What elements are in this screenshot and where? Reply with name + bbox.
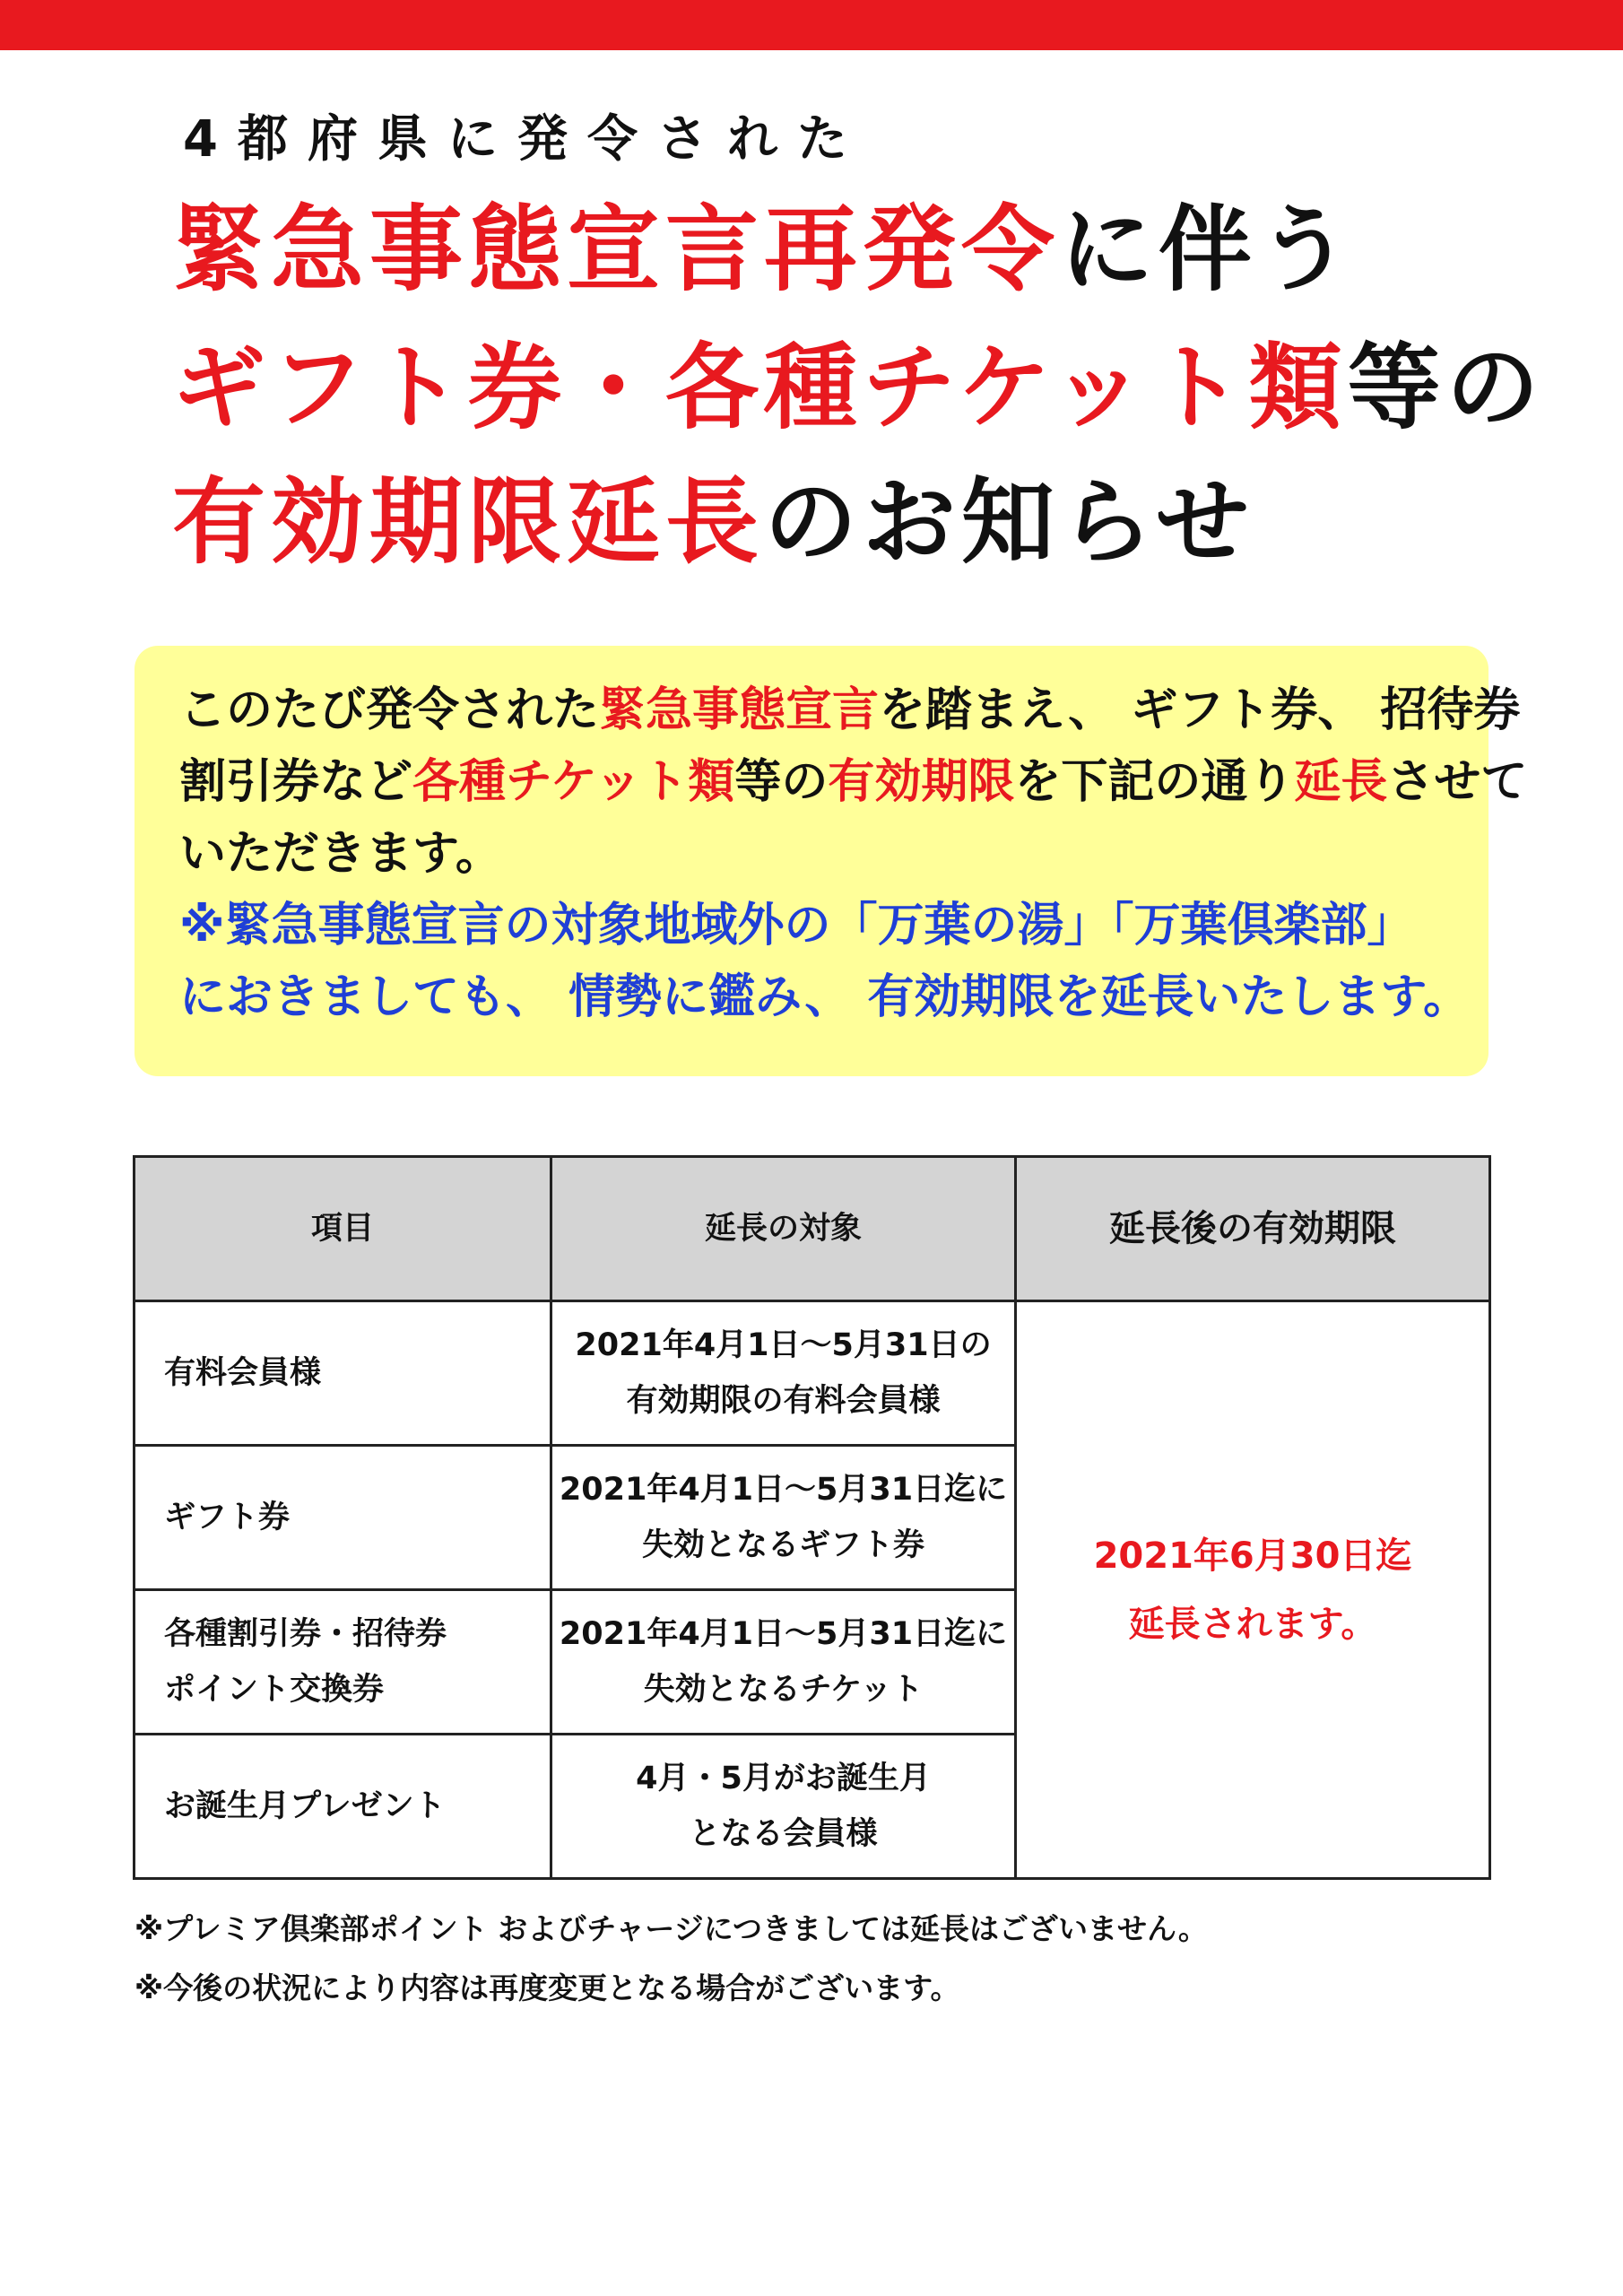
text-segment: させて bbox=[1387, 755, 1528, 809]
text-segment: ※緊急事態宣言の対象地域外の「万葉の湯」「万葉倶楽部」 bbox=[179, 899, 1414, 952]
header-target: 延長の対象 bbox=[551, 1157, 1016, 1301]
header-new-expiry: 延長後の有効期限 bbox=[1016, 1157, 1490, 1301]
title-line-1 bbox=[172, 192, 1356, 307]
title-line-3 bbox=[172, 465, 1254, 579]
row-target-line: 2021年4月1日～5月31日迄に bbox=[559, 1616, 1008, 1652]
row-target bbox=[551, 1301, 1016, 1446]
new-expiry-cell bbox=[1016, 1301, 1490, 1879]
row-target-line: 有効期限の有料会員様 bbox=[626, 1383, 941, 1419]
row-item-line: ポイント交換券 bbox=[164, 1672, 385, 1708]
text-segment: 有効期限 bbox=[828, 755, 1015, 809]
text-segment: 等の bbox=[1347, 333, 1545, 442]
row-target-line: 失効となるチケット bbox=[643, 1672, 924, 1708]
notice-line bbox=[179, 890, 1488, 961]
row-target-line: 失効となるギフト券 bbox=[641, 1527, 924, 1563]
notice-box bbox=[135, 646, 1528, 1076]
row-target bbox=[551, 1446, 1016, 1590]
footnotes bbox=[135, 1900, 1208, 2018]
row-item bbox=[135, 1446, 551, 1590]
text-segment: 緊急事態宣言 bbox=[599, 683, 880, 737]
text-segment: ギフト券・各種チケット類 bbox=[172, 333, 1348, 442]
table-row bbox=[135, 1301, 1490, 1446]
text-segment: を踏まえ、 ギフト券、 招待券 bbox=[879, 683, 1521, 737]
row-item bbox=[135, 1301, 551, 1446]
row-target bbox=[551, 1590, 1016, 1735]
text-segment: 各種チケット類 bbox=[412, 755, 735, 809]
pre-title: 4都府県に発令された bbox=[183, 110, 867, 169]
text-segment: におきましても、 情勢に鑑み、 有効期限を延長いたします。 bbox=[179, 970, 1471, 1024]
new-expiry-note: 延長されます。 bbox=[1128, 1603, 1377, 1645]
row-target-line: となる会員様 bbox=[689, 1816, 878, 1852]
row-target-line: 2021年4月1日～5月31日迄に bbox=[559, 1472, 1008, 1508]
text-segment: 割引券など bbox=[179, 755, 413, 809]
text-segment: いただきます。 bbox=[179, 827, 502, 881]
notice-line bbox=[179, 818, 1488, 890]
table-header-row bbox=[135, 1157, 1490, 1301]
new-expiry-date: 2021年6月30日迄 bbox=[1093, 1535, 1412, 1577]
notice-line bbox=[179, 961, 1488, 1033]
row-item-line: 有料会員様 bbox=[164, 1355, 322, 1391]
text-segment: 等の bbox=[734, 755, 829, 809]
notice-line bbox=[179, 746, 1528, 818]
text-segment: このたび発令された bbox=[179, 683, 600, 737]
row-target-line: 4月・5月がお誕生月 bbox=[636, 1761, 931, 1796]
text-segment: 緊急事態宣言再発令 bbox=[172, 195, 1061, 304]
row-item bbox=[135, 1735, 551, 1879]
row-item bbox=[135, 1590, 551, 1735]
row-item-line: 各種割引券・招待券 bbox=[164, 1616, 447, 1652]
title-line-2 bbox=[172, 330, 1545, 445]
text-segment: 延長 bbox=[1294, 755, 1388, 809]
row-item-line: ギフト券 bbox=[164, 1500, 291, 1535]
notice-line bbox=[179, 674, 1521, 746]
row-target-line: 2021年4月1日～5月31日の bbox=[575, 1327, 992, 1363]
text-segment: のお知らせ bbox=[764, 467, 1254, 577]
top-red-bar bbox=[0, 0, 1623, 50]
text-segment: に伴う bbox=[1060, 195, 1357, 304]
extension-table bbox=[133, 1155, 1491, 1880]
text-segment: 有効期限延長 bbox=[172, 467, 765, 577]
footnote: ※プレミア倶楽部ポイント およびチャージにつきましては延長はございません。 bbox=[135, 1911, 1208, 1946]
row-target bbox=[551, 1735, 1016, 1879]
text-segment: を下記の通り bbox=[1014, 755, 1295, 809]
footnote: ※今後の状況により内容は再度変更となる場合がございます。 bbox=[135, 1970, 960, 2005]
row-item-line: お誕生月プレゼント bbox=[164, 1788, 446, 1824]
header-item: 項目 bbox=[135, 1157, 551, 1301]
